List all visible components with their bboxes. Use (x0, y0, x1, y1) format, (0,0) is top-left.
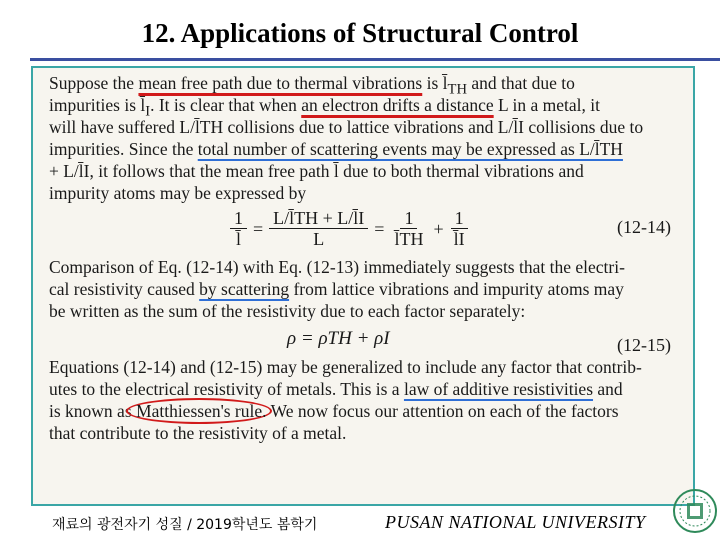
plus-sign: + (433, 218, 444, 239)
passage-line-12: is known as Matthiessen's rule. We now focus our attention on each of the factors (49, 400, 679, 422)
passage-line-3: will have suffered L/l̄TH collisions due to lattice vibrations and L/l̄I collisions due to (49, 117, 644, 137)
passage-line-11: utes to the electrical resistivity of metals. This is a law of additive resistivities and (49, 379, 623, 399)
passage-line-1: Suppose the mean free path due to thermal vibrations is $l̄_{TH}$ and that due to (49, 73, 575, 98)
university-seal-icon (672, 488, 718, 534)
equation-number: (12-15) (617, 335, 671, 355)
annotation-scattering: by scattering (199, 279, 290, 299)
textbook-excerpt (31, 66, 695, 506)
eq-lhs-fraction: $\frac{1}{l̄}$ (230, 208, 247, 249)
course-footer: 재료의 광전자기 성질 / 2019학년도 봄학기 (52, 517, 318, 533)
eq-rhs-fraction-1: $\frac{1}{l̄TH}$ (394, 208, 424, 249)
slide-title: 12. Applications of Structural Control (141, 18, 579, 48)
equals-sign: = (253, 218, 264, 239)
eq-mid-fraction: $\frac{L/l̄TH + L/l̄I}{L}$ (269, 208, 368, 249)
annotation-electron-drift: an electron drifts a distance (301, 95, 494, 115)
passage-line-10: Equations (12-14) and (12-15) may be generalized to include any factor that contrib- (49, 357, 642, 377)
equation-12-14 (49, 204, 679, 256)
annotation-additive-law: law of additive resistivities (403, 379, 594, 399)
annotation-scattering-events: total number of scattering events may be expressed as L/l̄TH (197, 139, 623, 159)
passage-line-9: be written as the sum of the resistivity due to each factor separately: (49, 301, 526, 321)
passage-line-2: impurities is $l̄_I$. It is clear that when an electron drifts a distance L in a metal, it (49, 95, 600, 120)
passage-line-6: impurity atoms may be expressed by (49, 183, 307, 203)
passage-line-8: cal resistivity caused by scattering from lattice vibrations and impurity atoms may (49, 279, 624, 299)
passage-line-13: that contribute to the resistivity of a metal. (49, 423, 347, 443)
passage-line-4: impurities. Since the total number of scattering events may be expressed as L/l̄TH (49, 139, 623, 159)
annotation-matthiessen-circle: Matthiessen's rule (126, 398, 272, 424)
passage (49, 72, 679, 444)
passage-line-7: Comparison of Eq. (12-14) with Eq. (12-13) immediately suggests that the electri- (49, 257, 625, 277)
annotation-mean-free-path: mean free path due to thermal vibrations (138, 73, 423, 93)
eq-rhs-fraction-2: $\frac{1}{l̄I}$ (450, 208, 469, 249)
title-underline (30, 58, 720, 61)
passage-line-5: + L/l̄I, it follows that the mean free path l̄ due to both thermal vibrations and (49, 161, 584, 181)
equation-number: (12-14) (617, 217, 671, 237)
equation-12-15: ρ = ρTH + ρI (12-15) (287, 328, 671, 355)
equals-sign: = (374, 218, 385, 239)
university-name: PUSAN NATIONAL UNIVERSITY (385, 512, 646, 532)
